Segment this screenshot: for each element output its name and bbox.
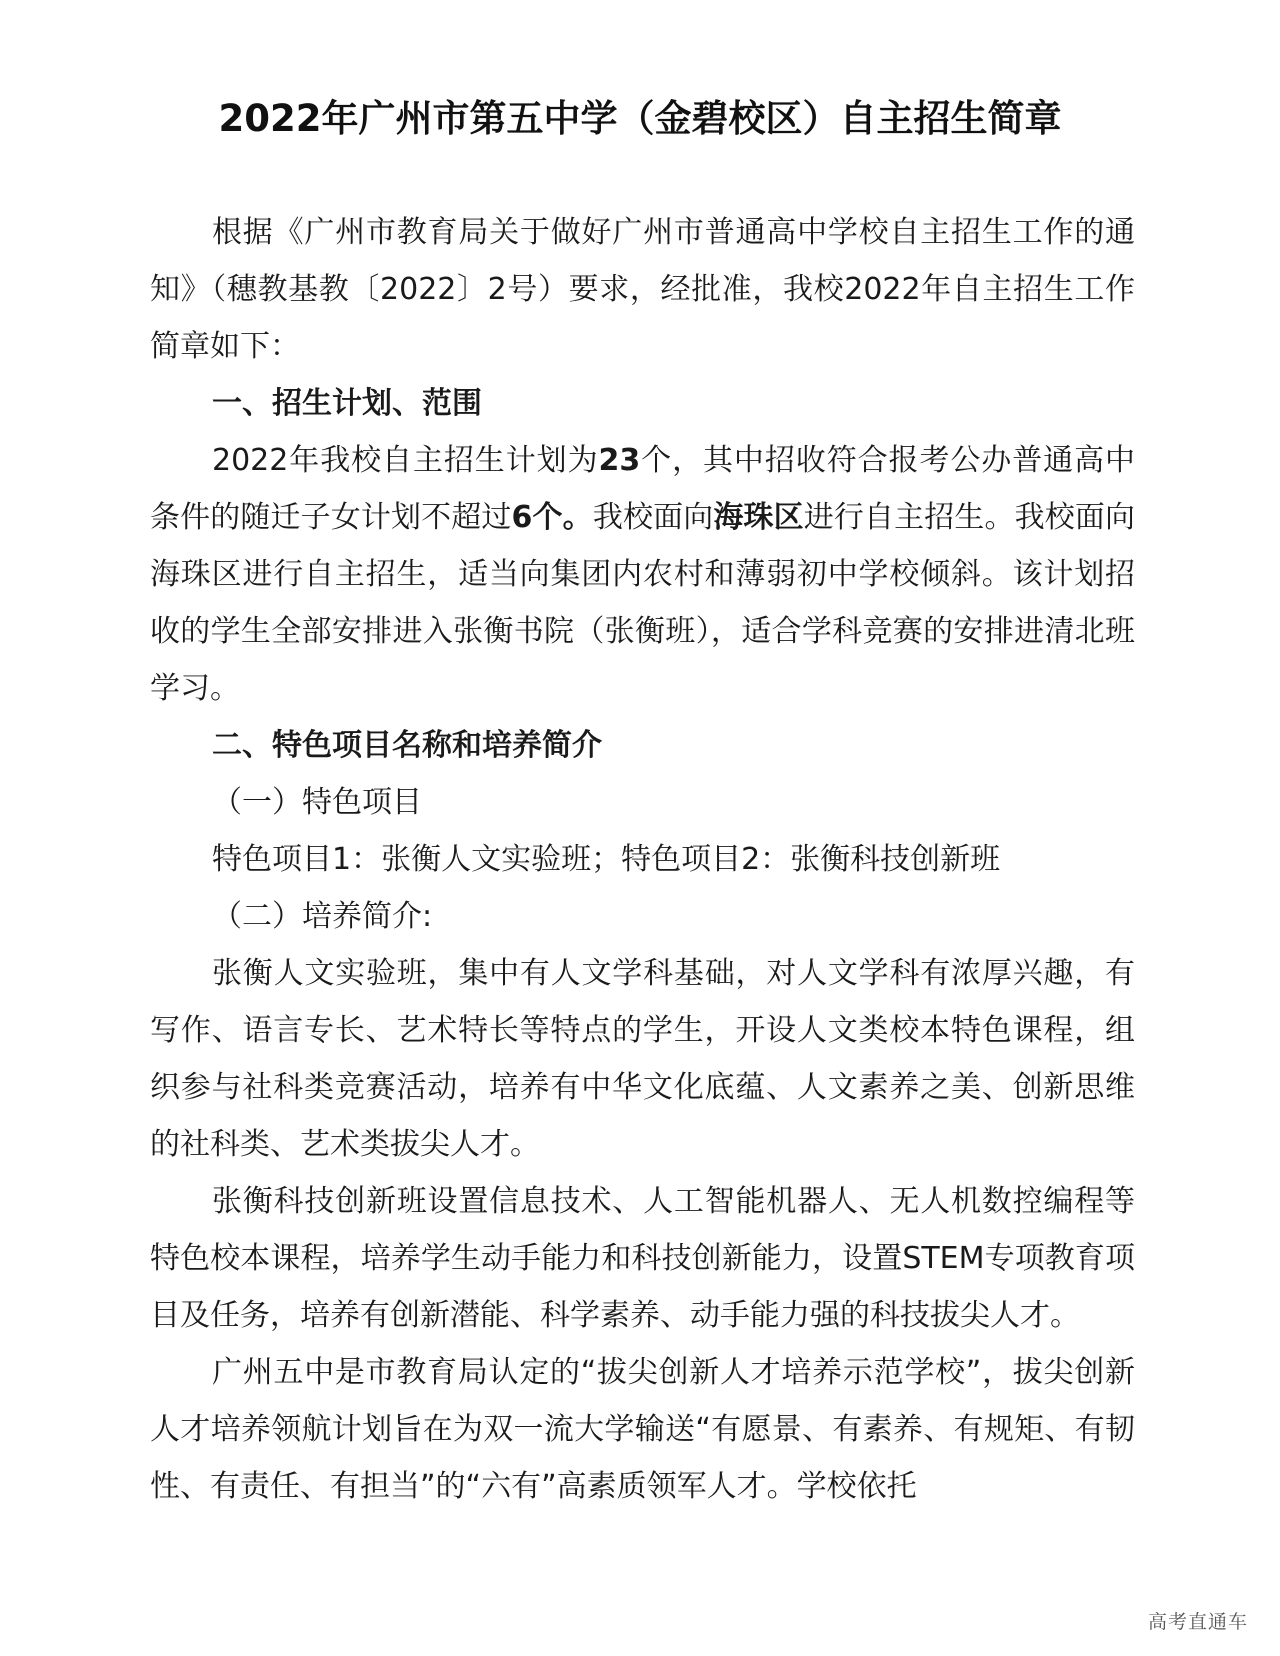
humanities-paragraph: 张衡人文实验班，集中有人文学科基础，对人文学科有浓厚兴趣，有写作、语言专长、艺术特长等特点的学生，开设人文类校本特色课程，组织参与社科类竞赛活动，培养有中华文化底蕴、人文素养之美、创新思维的社科类、艺术类拔尖人才。 (150, 956, 1135, 1162)
plan-total-number: 23 (598, 443, 641, 478)
plan-text-b: 个，其中招收符合报考公办普通高中条件的随迁子女计划不超过 (150, 443, 1135, 535)
document-title: 2022年广州市第五中学（金碧校区）自主招生简章 (218, 97, 1062, 140)
plan-district: 海珠区 (713, 500, 804, 535)
plan-migrant-number: 6 (511, 500, 533, 535)
section-1-heading: 一、招生计划、范围 (212, 386, 482, 421)
plan-text-a: 2022年我校自主招生计划为 (212, 443, 599, 478)
tech-paragraph: 张衡科技创新班设置信息技术、人工智能机器人、无人机数控编程等特色校本课程，培养学生动手能力和科技创新能力，设置STEM专项教育项目及任务，培养有创新潜能、科学素养、动手能力强的科技拔尖人才。 (150, 1184, 1135, 1333)
watermark-text: 高考直通车 (1147, 1611, 1248, 1633)
school-paragraph: 广州五中是市教育局认定的“拔尖创新人才培养示范学校”，拔尖创新人才培养领航计划旨在为双一流大学输送“有愿景、有素养、有规矩、有韧性、有责任、有担当”的“六有”高素质领军人才。学校依托 (150, 1355, 1135, 1504)
plan-text-e: 进行自主招生。 (803, 500, 1015, 535)
intro-paragraph: 根据《广州市教育局关于做好广州市普通高中学校自主招生工作的通知》（穗教基教〔2022〕2号）要求，经批准，我校2022年自主招生工作简章如下： (150, 215, 1135, 364)
section-2-sub2: （二）培养简介: (212, 899, 433, 934)
plan-text-c: 个。 (532, 500, 593, 535)
section-1-paragraph (150, 432, 1135, 717)
plan-text-d: 我校面向 (592, 500, 714, 535)
section-2-sub1: （一）特色项目 (212, 785, 422, 820)
plan-text-f: 我校面向海珠区进行自主招生，适当向集团内农村和薄弱初中学校倾斜。该计划招收的学生全部安排进入张衡书院（张衡班），适合学科竞赛的安排进清北班学习。 (150, 500, 1136, 706)
section-2-heading: 二、特色项目名称和培养简介 (212, 728, 602, 763)
document-body (150, 204, 1135, 1515)
section-2-projects: 特色项目1：张衡人文实验班；特色项目2：张衡科技创新班 (212, 842, 1001, 877)
